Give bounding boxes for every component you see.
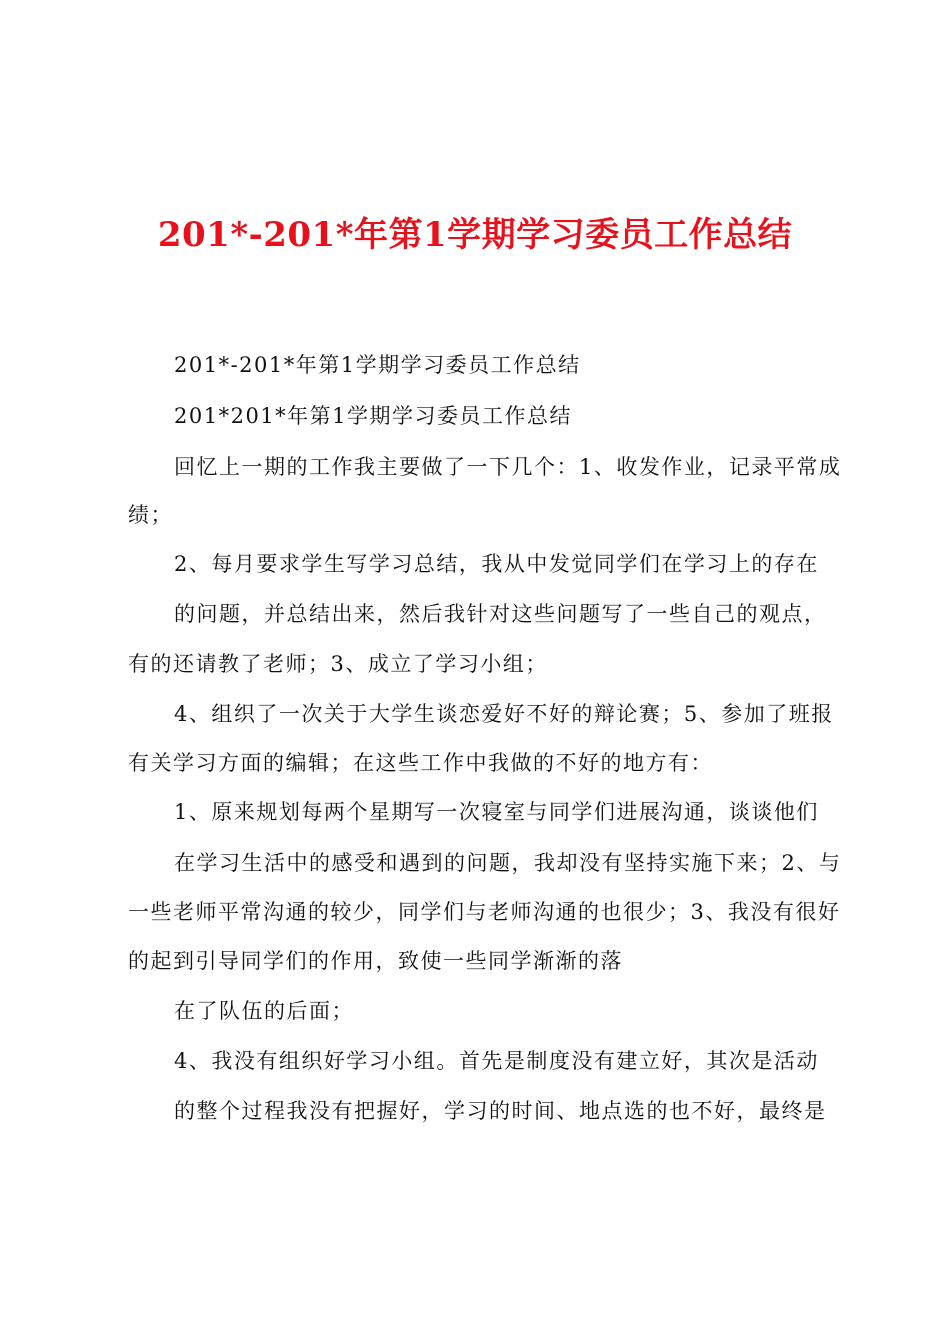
body-line: 的问题，并总结出来，然后我针对这些问题写了一些自己的观点， <box>174 602 827 626</box>
body-line: 一些老师平常沟通的较少，同学们与老师沟通的也很少；3、我没有很好 <box>128 900 841 924</box>
body-line: 回忆上一期的工作我主要做了一下几个：1、收发作业，记录平常成 <box>174 455 842 479</box>
document-title: 201*-201*年第1学期学习委员工作总结 <box>157 215 793 255</box>
body-line: 在了队伍的后面； <box>174 999 354 1023</box>
body-line: 201*-201*年第1学期学习委员工作总结 <box>174 353 581 377</box>
body-line: 的整个过程我没有把握好，学习的时间、地点选的也不好，最终是 <box>174 1099 827 1123</box>
body-line: 在学习生活中的感受和遇到的问题，我却没有坚持实施下来；2、与 <box>174 851 842 875</box>
body-line: 4、组织了一次关于大学生谈恋爱好不好的辩论赛；5、参加了班报 <box>174 702 834 726</box>
body-line: 的起到引导同学们的作用，致使一些同学渐渐的落 <box>128 949 623 973</box>
body-line: 2、每月要求学生写学习总结，我从中发觉同学们在学习上的存在 <box>174 552 819 576</box>
body-line: 有的还请教了老师；3、成立了学习小组； <box>128 652 548 676</box>
body-line: 有关学习方面的编辑；在这些工作中我做的不好的地方有： <box>128 751 713 775</box>
body-line: 1、原来规划每两个星期写一次寝室与同学们进展沟通，谈谈他们 <box>174 800 819 824</box>
body-line: 绩； <box>128 503 173 527</box>
body-line: 201*201*年第1学期学习委员工作总结 <box>174 404 573 428</box>
body-line: 4、我没有组织好学习小组。首先是制度没有建立好，其次是活动 <box>174 1049 819 1073</box>
